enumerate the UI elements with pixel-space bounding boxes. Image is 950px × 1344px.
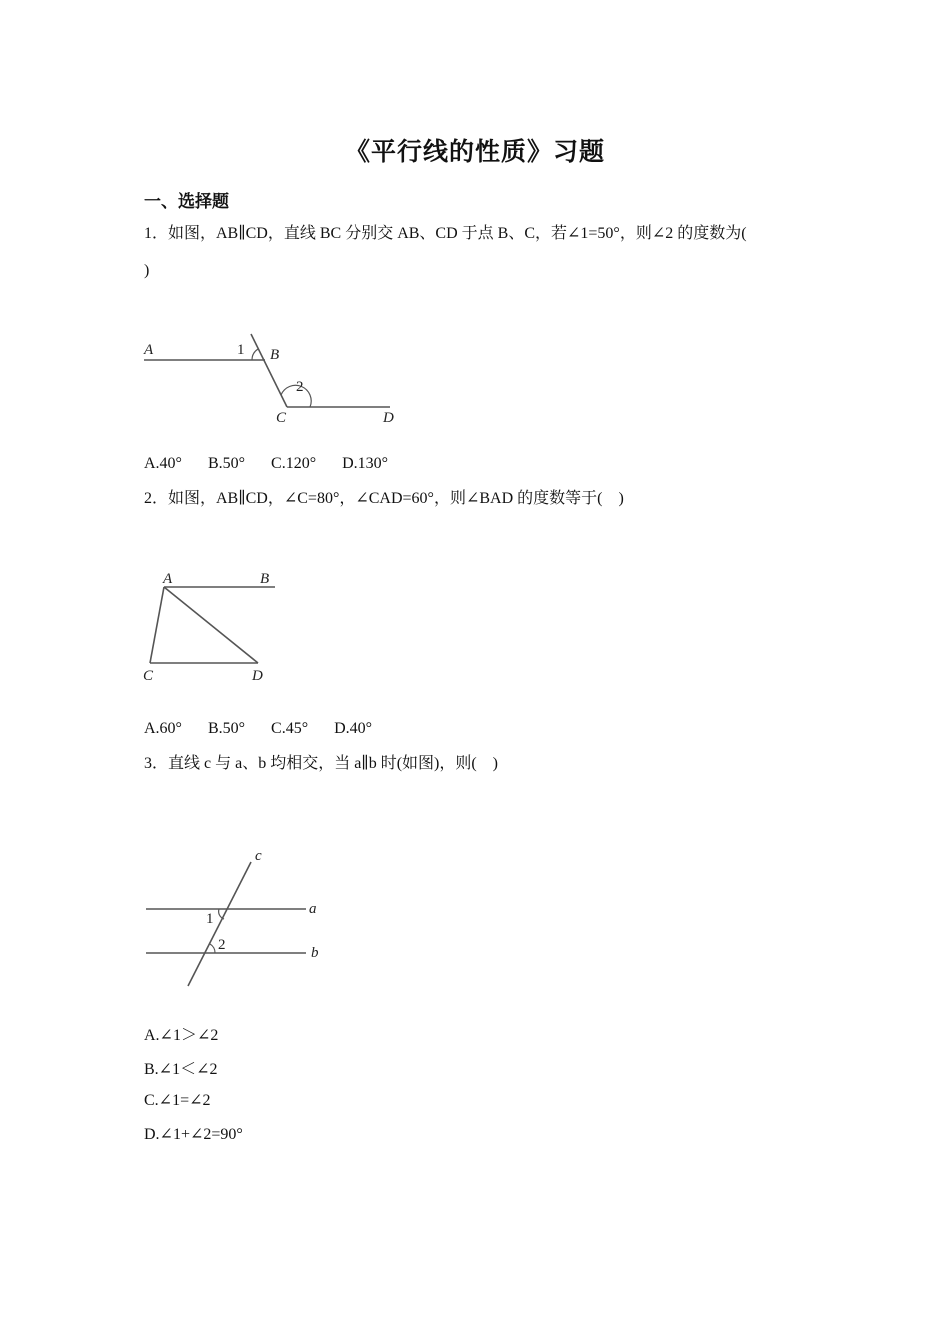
point-c-label: C (143, 668, 154, 684)
option-c[interactable]: C.120° (271, 455, 317, 472)
question-1-text-cont: ) (144, 262, 150, 279)
line-c-label: c (255, 848, 262, 864)
option-d[interactable]: D.40° (334, 720, 373, 737)
line-a-label: a (309, 901, 317, 917)
point-a-label: A (144, 342, 154, 358)
page-title: 《平行线的性质》习题 (344, 139, 605, 166)
point-d-label: D (383, 410, 394, 426)
question-3-text: 3．直线 c 与 a、b 均相交，当 a∥b 时(如图)，则( ) (144, 755, 499, 772)
angle-1-label: 1 (237, 342, 245, 358)
option-a[interactable]: A.60° (144, 720, 182, 737)
question-2-text: 2．如图，AB∥CD，∠C=80°，∠CAD=60°，则∠BAD 的度数等于( ) (144, 490, 624, 507)
question-3-option-a[interactable]: A.∠1＞∠2 (144, 1027, 219, 1044)
option-b[interactable]: B.50° (207, 455, 246, 472)
point-b-label: B (270, 347, 280, 363)
option-a[interactable]: A.40° (144, 455, 182, 472)
question-3-option-c[interactable]: C.∠1=∠2 (144, 1092, 211, 1109)
line-c (188, 862, 251, 986)
question-3-option-d[interactable]: D.∠1+∠2=90° (144, 1126, 243, 1143)
question-1-text: 1．如图，AB∥CD，直线 BC 分别交 AB、CD 于点 B、C，若∠1=50°，则∠2 的度数为( (144, 225, 747, 242)
line-b-label: b (311, 945, 319, 961)
point-a-label: A (163, 571, 173, 587)
section-heading: 一、选择题 (144, 192, 229, 211)
point-b-label: B (260, 571, 270, 587)
option-b[interactable]: B.50° (207, 720, 246, 737)
point-d-label: D (252, 668, 263, 684)
option-d[interactable]: D.130° (342, 455, 389, 472)
point-c-label: C (276, 410, 287, 426)
question-3-option-b[interactable]: B.∠1＜∠2 (144, 1061, 218, 1078)
option-c[interactable]: C.45° (271, 720, 309, 737)
angle-2-arc (210, 944, 215, 953)
angle-1-label: 1 (206, 911, 214, 927)
angle-2-label: 2 (296, 379, 304, 395)
angle-2-label: 2 (218, 937, 226, 953)
